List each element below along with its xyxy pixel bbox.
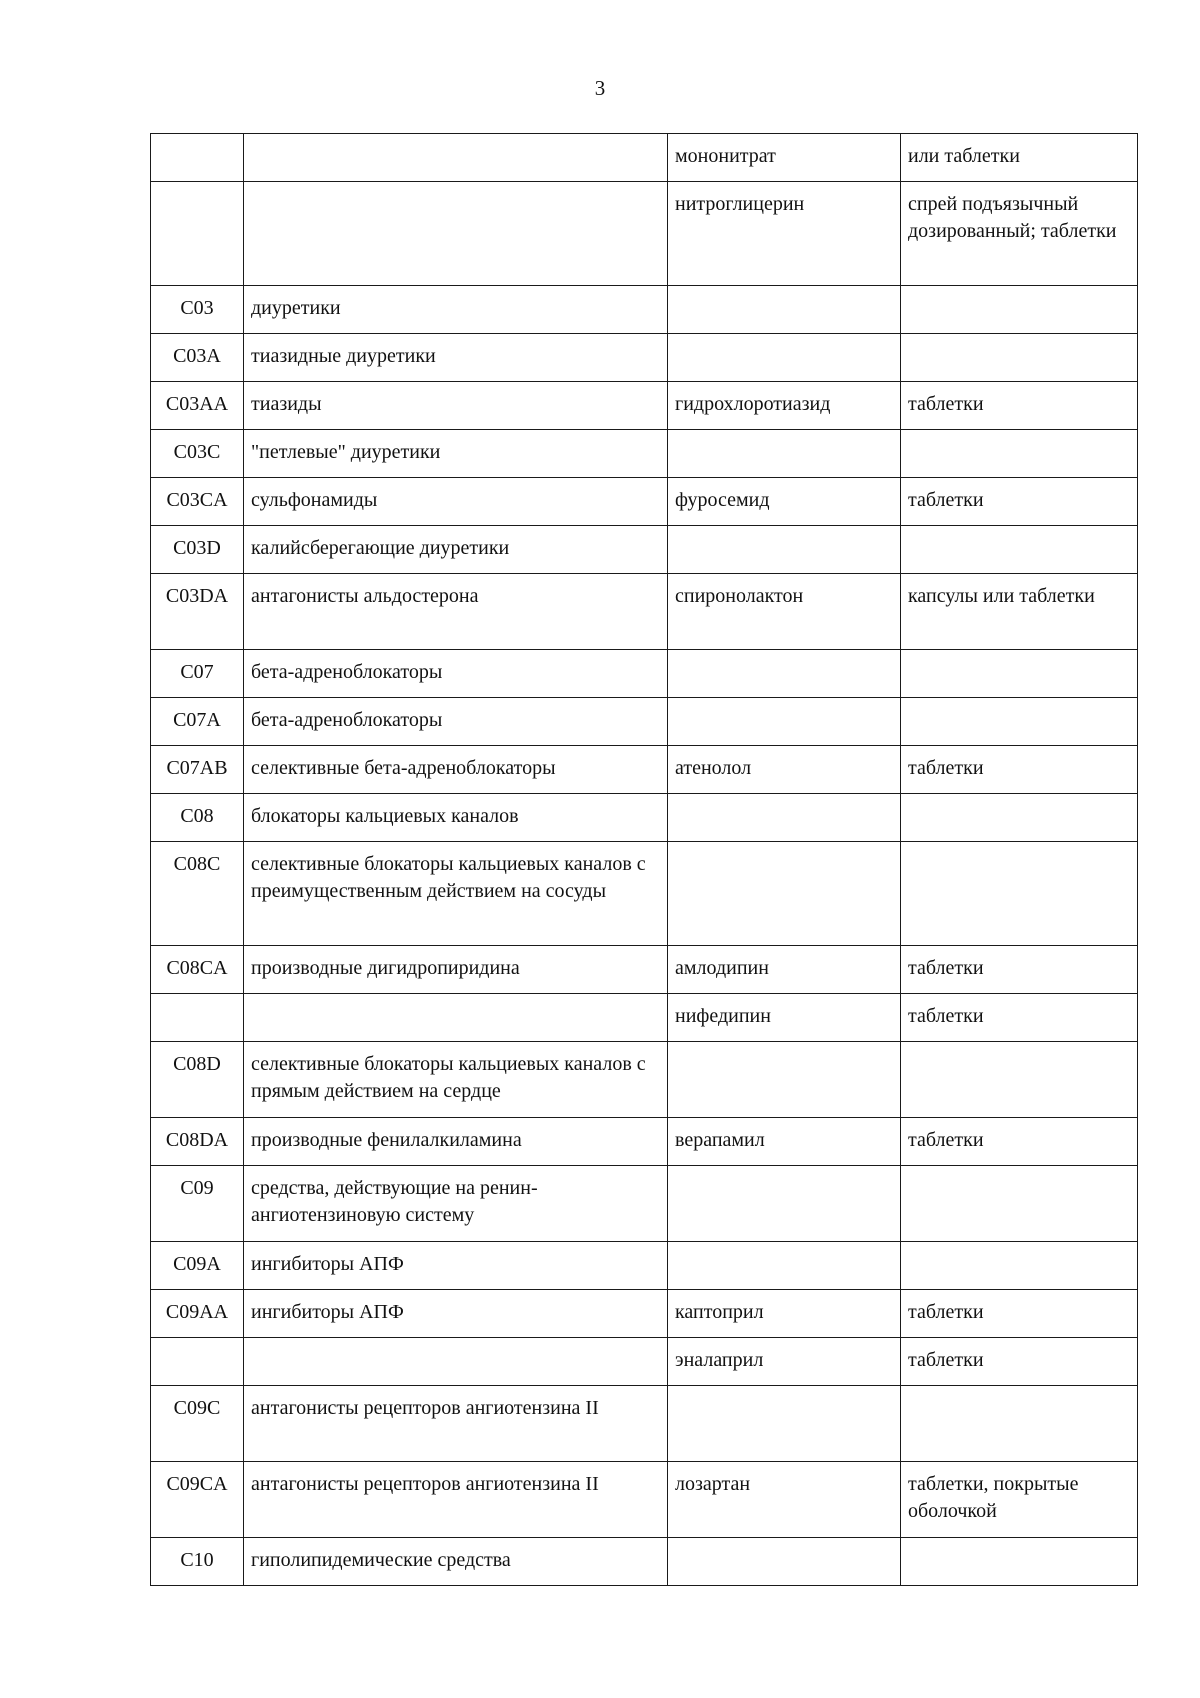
medication-table — [150, 133, 1138, 1586]
dosage-form-cell: таблетки — [901, 1118, 1138, 1166]
drug-name-cell — [668, 794, 901, 842]
group-name-cell: селективные блокаторы кальциевых каналов с прямым действием на сердце — [244, 1042, 668, 1118]
drug-name-cell — [668, 286, 901, 334]
drug-name-cell — [668, 430, 901, 478]
group-name-cell: ингибиторы АПФ — [244, 1290, 668, 1338]
group-name-cell: средства, действующие на ренин-ангиотензиновую систему — [244, 1166, 668, 1242]
dosage-form-cell — [901, 334, 1138, 382]
group-name-cell: "петлевые" диуретики — [244, 430, 668, 478]
table-row — [151, 1386, 1138, 1462]
table-row — [151, 1242, 1138, 1290]
atc-code-cell: C09 — [151, 1166, 244, 1242]
table-row — [151, 1538, 1138, 1586]
atc-code-cell: C03A — [151, 334, 244, 382]
drug-name-cell: атенолол — [668, 746, 901, 794]
drug-name-cell: амлодипин — [668, 946, 901, 994]
dosage-form-cell — [901, 526, 1138, 574]
table-row — [151, 1338, 1138, 1386]
group-name-cell: производные дигидропиридина — [244, 946, 668, 994]
group-name-cell: бета-адреноблокаторы — [244, 650, 668, 698]
drug-name-cell: верапамил — [668, 1118, 901, 1166]
dosage-form-cell — [901, 1538, 1138, 1586]
dosage-form-cell: таблетки — [901, 1338, 1138, 1386]
drug-name-cell — [668, 842, 901, 946]
group-name-cell: бета-адреноблокаторы — [244, 698, 668, 746]
table-row — [151, 1042, 1138, 1118]
table-row — [151, 334, 1138, 382]
atc-code-cell: C03AA — [151, 382, 244, 430]
drug-name-cell — [668, 650, 901, 698]
atc-code-cell — [151, 1338, 244, 1386]
dosage-form-cell — [901, 1242, 1138, 1290]
atc-code-cell: C07A — [151, 698, 244, 746]
atc-code-cell: C09CA — [151, 1462, 244, 1538]
atc-code-cell: C09A — [151, 1242, 244, 1290]
group-name-cell: антагонисты рецепторов ангиотензина II — [244, 1462, 668, 1538]
table-row — [151, 698, 1138, 746]
group-name-cell: сульфонамиды — [244, 478, 668, 526]
atc-code-cell: C03CA — [151, 478, 244, 526]
group-name-cell — [244, 182, 668, 286]
dosage-form-cell — [901, 286, 1138, 334]
drug-name-cell: мононитрат — [668, 134, 901, 182]
dosage-form-cell: таблетки, покрытые оболочкой — [901, 1462, 1138, 1538]
atc-code-cell: C09C — [151, 1386, 244, 1462]
atc-code-cell: C03 — [151, 286, 244, 334]
group-name-cell: гиполипидемические средства — [244, 1538, 668, 1586]
drug-name-cell — [668, 1538, 901, 1586]
dosage-form-cell: таблетки — [901, 946, 1138, 994]
atc-code-cell: C10 — [151, 1538, 244, 1586]
dosage-form-cell — [901, 430, 1138, 478]
dosage-form-cell — [901, 698, 1138, 746]
drug-name-cell: нитроглицерин — [668, 182, 901, 286]
drug-name-cell: каптоприл — [668, 1290, 901, 1338]
drug-name-cell: лозартан — [668, 1462, 901, 1538]
atc-code-cell: C03D — [151, 526, 244, 574]
drug-name-cell — [668, 1386, 901, 1462]
atc-code-cell: C03C — [151, 430, 244, 478]
drug-name-cell: гидрохлоротиазид — [668, 382, 901, 430]
table-row — [151, 746, 1138, 794]
table-row — [151, 946, 1138, 994]
atc-code-cell: C09AA — [151, 1290, 244, 1338]
atc-code-cell — [151, 182, 244, 286]
group-name-cell: селективные блокаторы кальциевых каналов с преимущественным действием на сосуды — [244, 842, 668, 946]
drug-name-cell: фуросемид — [668, 478, 901, 526]
group-name-cell — [244, 134, 668, 182]
group-name-cell: блокаторы кальциевых каналов — [244, 794, 668, 842]
table-row — [151, 1166, 1138, 1242]
dosage-form-cell — [901, 842, 1138, 946]
drug-name-cell — [668, 1166, 901, 1242]
table-row — [151, 526, 1138, 574]
drug-name-cell — [668, 1042, 901, 1118]
table-row — [151, 1118, 1138, 1166]
table-row — [151, 286, 1138, 334]
dosage-form-cell: таблетки — [901, 994, 1138, 1042]
dosage-form-cell — [901, 794, 1138, 842]
dosage-form-cell: таблетки — [901, 746, 1138, 794]
table-row — [151, 994, 1138, 1042]
atc-code-cell — [151, 994, 244, 1042]
atc-code-cell: C03DA — [151, 574, 244, 650]
atc-code-cell: C08DA — [151, 1118, 244, 1166]
dosage-form-cell: капсулы или таблетки — [901, 574, 1138, 650]
page-number: 3 — [594, 76, 606, 100]
table-row — [151, 430, 1138, 478]
dosage-form-cell: спрей подъязычный дозированный; таблетки — [901, 182, 1138, 286]
table-row — [151, 134, 1138, 182]
dosage-form-cell — [901, 1042, 1138, 1118]
group-name-cell: селективные бета-адреноблокаторы — [244, 746, 668, 794]
atc-code-cell — [151, 134, 244, 182]
dosage-form-cell: таблетки — [901, 478, 1138, 526]
group-name-cell: тиазидные диуретики — [244, 334, 668, 382]
atc-code-cell: C08C — [151, 842, 244, 946]
group-name-cell: тиазиды — [244, 382, 668, 430]
table-row — [151, 182, 1138, 286]
group-name-cell: диуретики — [244, 286, 668, 334]
drug-name-cell — [668, 526, 901, 574]
dosage-form-cell — [901, 1386, 1138, 1462]
table-row — [151, 1462, 1138, 1538]
table-row — [151, 574, 1138, 650]
drug-name-cell: спиронолактон — [668, 574, 901, 650]
dosage-form-cell: таблетки — [901, 1290, 1138, 1338]
drug-name-cell: нифедипин — [668, 994, 901, 1042]
atc-code-cell: C07AB — [151, 746, 244, 794]
dosage-form-cell: или таблетки — [901, 134, 1138, 182]
table-row — [151, 1290, 1138, 1338]
drug-name-cell — [668, 1242, 901, 1290]
drug-name-cell: эналаприл — [668, 1338, 901, 1386]
group-name-cell: производные фенилалкиламина — [244, 1118, 668, 1166]
atc-code-cell: C07 — [151, 650, 244, 698]
group-name-cell: калийсберегающие диуретики — [244, 526, 668, 574]
table-row — [151, 382, 1138, 430]
table-row — [151, 478, 1138, 526]
atc-code-cell: C08CA — [151, 946, 244, 994]
dosage-form-cell — [901, 1166, 1138, 1242]
dosage-form-cell: таблетки — [901, 382, 1138, 430]
table-row — [151, 794, 1138, 842]
group-name-cell — [244, 994, 668, 1042]
table-row — [151, 650, 1138, 698]
atc-code-cell: C08 — [151, 794, 244, 842]
group-name-cell: антагонисты рецепторов ангиотензина II — [244, 1386, 668, 1462]
table-row — [151, 842, 1138, 946]
dosage-form-cell — [901, 650, 1138, 698]
group-name-cell — [244, 1338, 668, 1386]
group-name-cell: антагонисты альдостерона — [244, 574, 668, 650]
drug-name-cell — [668, 334, 901, 382]
group-name-cell: ингибиторы АПФ — [244, 1242, 668, 1290]
atc-code-cell: C08D — [151, 1042, 244, 1118]
drug-name-cell — [668, 698, 901, 746]
